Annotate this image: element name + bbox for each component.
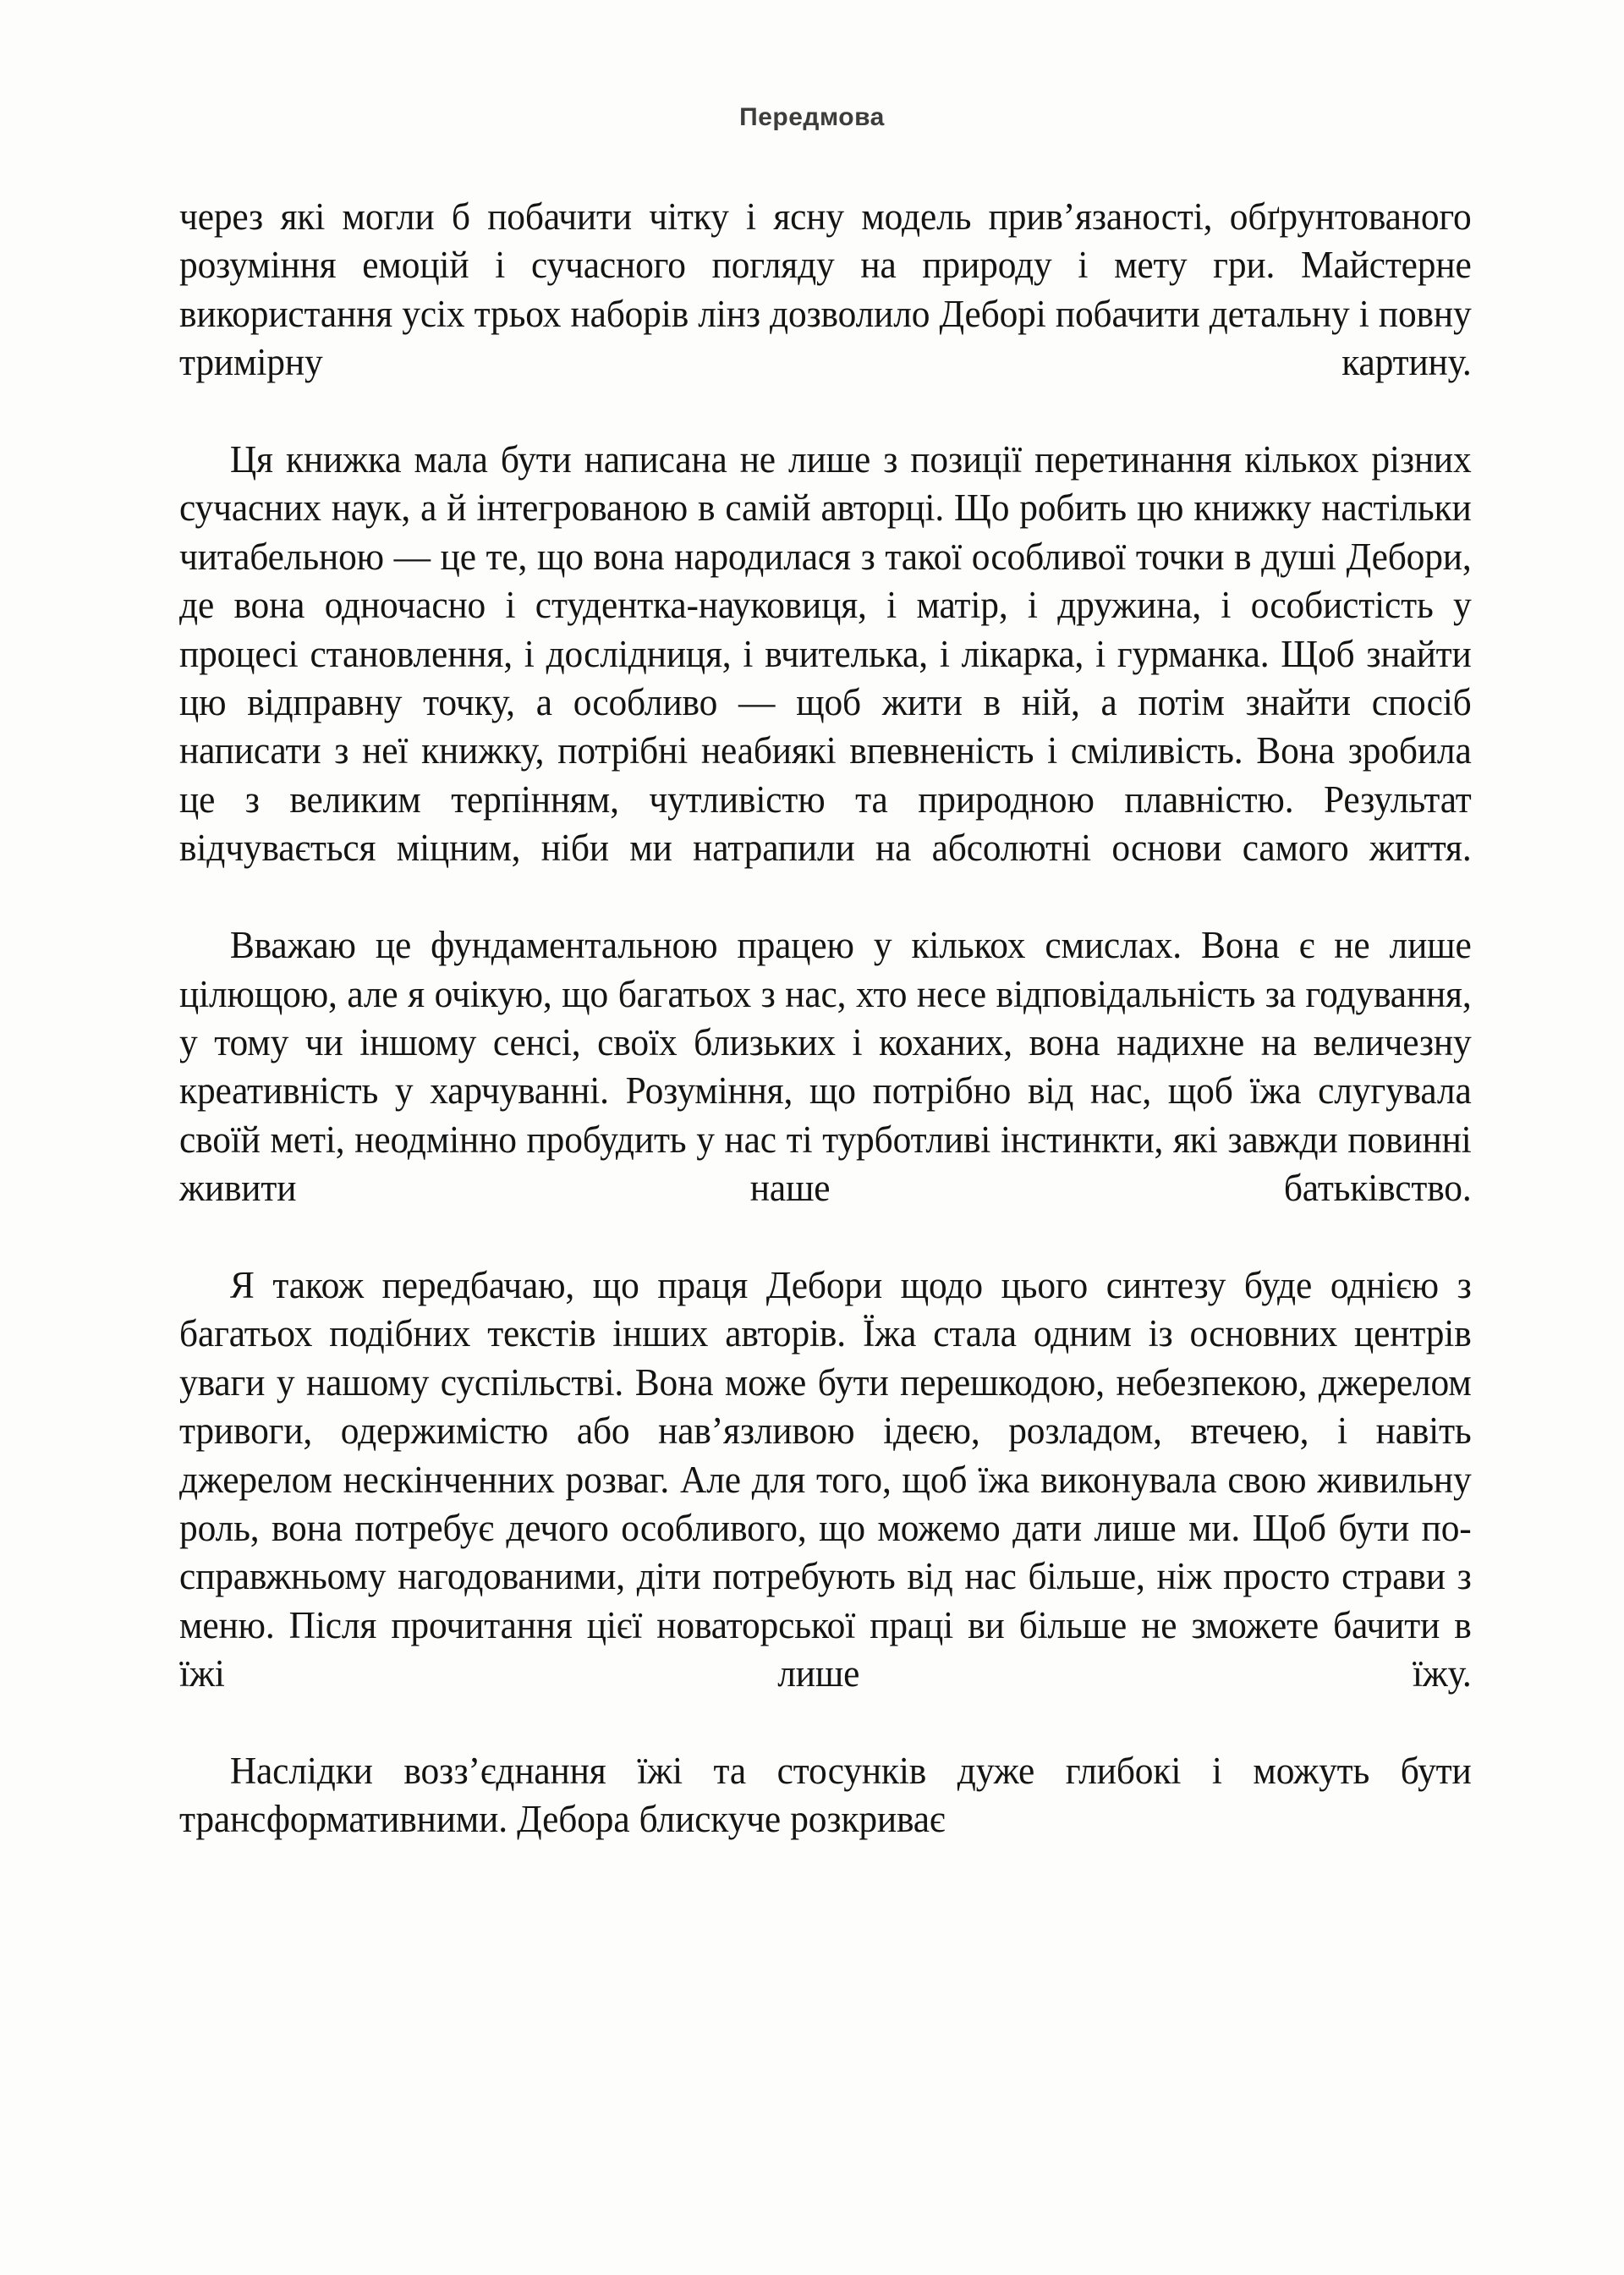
running-head-label: Передмова xyxy=(739,103,885,131)
paragraph-1: через які могли б побачити чітку і ясну модель прив’язаності, обґрунтованого розуміння емоцій і сучасного погляду на природу і мету гри. Майстерне використання усіх трьох наборів лінз дозволило Деборі побачити детальну і повну тримірну картину. xyxy=(179,195,1472,384)
paragraph-2: Ця книжка мала бути написана не лише з позиції перетинання кількох різних сучасних наук, а й інтегрованою в самій авторці. Що робить цю книжку настільки читабельною — це те, що вона народилася з такої особливої точки в душі Дебори, де вона одночасно і студентка-науковиця, і матір, і дружина, і особистість у процесі становлення, і дослідниця, і вчителька, і лікарка, і гурманка. Щоб знайти цю відправну точку, а особливо — щоб жити в ній, а потім знайти спосіб написати з неї книжку, потрібні неабиякі впевненість і сміливість. Вона зробила це з великим терпінням, чутливістю та природною плавністю. Результат відчувається міцним, ніби ми натрапили на абсолютні основи самого життя. xyxy=(179,438,1472,870)
paragraph-5: Наслідки возз’єднання їжі та стосунків дуже глибокі і можуть бути трансформативними. Дебора блискуче розкриває xyxy=(179,1750,1472,1841)
running-head xyxy=(0,103,1624,132)
paragraph-4: Я також передбачаю, що праця Дебори щодо цього синтезу буде однією з багатьох подібних текстів інших авторів. Їжа стала одним із основних центрів уваги у нашому суспільстві. Вона може бути перешкодою, небезпекою, джерелом тривоги, одержимістю або нав’язливою ідеєю, розладом, втечею, і навіть джерелом нескінченних розваг. Але для того, щоб їжа виконувала свою живильну роль, вона потребує дечого особливого, що можемо дати лише ми. Щоб бути по-справжньому нагодованими, діти потребують від нас більше, ніж просто страви з меню. Після прочитання цієї новаторської праці ви більше не зможете бачити в їжі лише їжу. xyxy=(179,1263,1472,1695)
paragraph-3: Вважаю це фундаментальною працею у кількох смислах. Вона є не лише цілющою, але я очікую, що багатьох з нас, хто несе відповідальність за годування, у тому чи іншому сенсі, своїх близьких і коханих, вона надихне на величезну креативність у харчуванні. Розуміння, що потрібно від нас, щоб їжа слугувала своїй меті, неодмінно пробудить у нас ті турботливі інстинкти, які завжди повинні живити наше батьківство. xyxy=(179,924,1472,1210)
body-text-block xyxy=(179,193,1472,1844)
